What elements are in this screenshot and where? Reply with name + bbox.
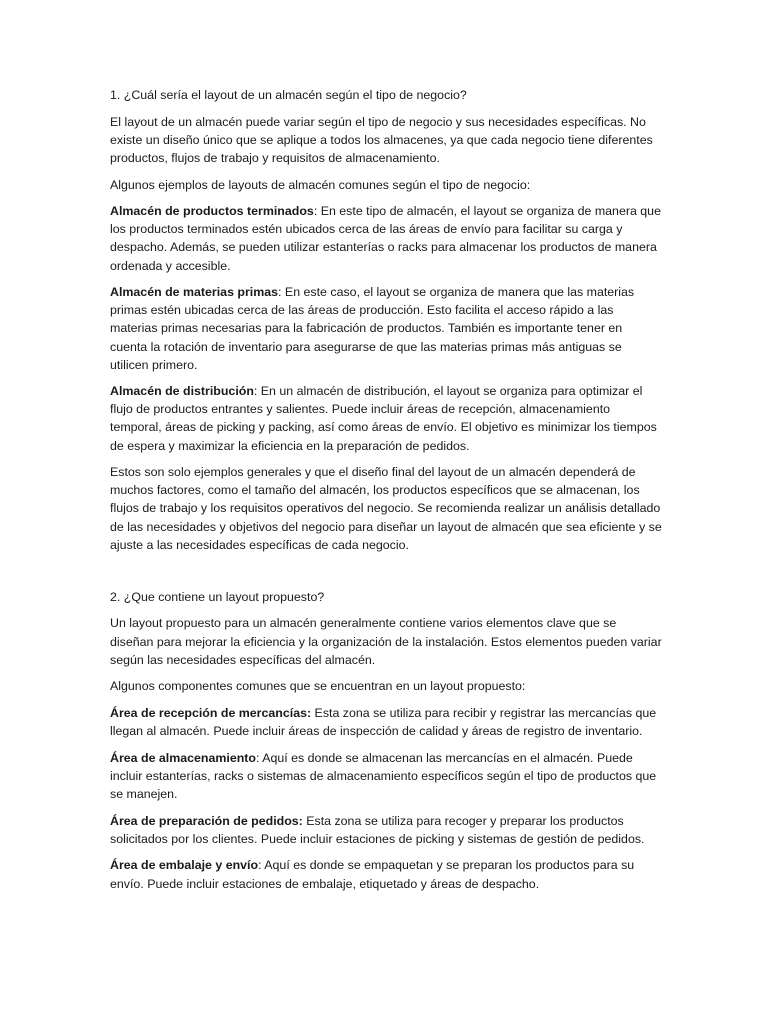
example-finished-products xyxy=(110,202,662,274)
question-1-conclusion: Estos son solo ejemplos generales y que el diseño final del layout de un almacén dependerá de muchos factores, como el tamaño del almacén, los productos específicos que se almacenan, los flujos de trabajo y los requisitos operativos del negocio. Se recomienda realizar un análisis detallado de las necesidades y objetivos del negocio para diseñar un layout de almacén que sea eficiente y se ajuste a las necesidades específicas de cada negocio. xyxy=(110,465,662,552)
question-1-intro: El layout de un almacén puede variar según el tipo de negocio y sus necesidades específicas. No existe un diseño único que se aplique a todos los almacenes, ya que cada negocio tiene diferentes productos, flujos de trabajo y requisitos de almacenamiento. xyxy=(110,114,653,165)
component-reception xyxy=(110,704,662,740)
term-reception: Área de recepción de mercancías: xyxy=(110,705,312,720)
question-1-title: 1. ¿Cuál sería el layout de un almacén según el tipo de negocio? xyxy=(110,88,467,102)
question-2-intro: Un layout propuesto para un almacén generalmente contiene varios elementos clave que se diseñan para mejorar la eficiencia y la organización de la instalación. Estos elementos pueden variar según las necesidades específicas del almacén. xyxy=(110,616,662,667)
component-storage xyxy=(110,749,662,803)
term-order-preparation: Área de preparación de pedidos: xyxy=(110,813,303,828)
question-2-title: 2. ¿Que contiene un layout propuesto? xyxy=(110,589,325,604)
desc-raw-materials: : En este caso, el layout se organiza de manera que las materias primas estén ubicadas cerca de las áreas de producción. Esto facilita el acceso rápido a las materias primas necesarias para la fabricación de productos. También es importante tener en cuenta la rotación de inventario para asegurarse de que las materias primas más antiguas se utilicen primero. xyxy=(110,285,635,372)
question-1-examples-intro: Algunos ejemplos de layouts de almacén comunes según el tipo de negocio: xyxy=(110,177,531,192)
example-distribution xyxy=(110,382,662,454)
desc-finished-products: : En este tipo de almacén, el layout se organiza de manera que los productos terminados estén ubicados cerca de las áreas de envío para facilitar su carga y despacho. Además, se pueden utilizar estanterías o racks para almacenar los productos de manera ordenada y accesible. xyxy=(110,204,661,273)
desc-storage: : Aquí es donde se almacenan las mercancías en el almacén. Puede incluir estanterías, racks o sistemas de almacenamiento específicos según el tipo de productos que se manejen. xyxy=(110,750,657,801)
term-raw-materials: Almacén de materias primas xyxy=(110,285,279,300)
desc-order-preparation: Esta zona se utiliza para recoger y preparar los productos solicitados por los clientes. Puede incluir estaciones de picking y sistemas de gestión de pedidos. xyxy=(110,813,645,846)
document-body xyxy=(110,86,662,901)
component-packing-shipping xyxy=(110,856,662,892)
desc-distribution: : En un almacén de distribución, el layout se organiza para optimizar el flujo de productos entrantes y salientes. Puede incluir áreas de recepción, almacenamiento temporal, áreas de picking y packing, así como áreas de envío. El objetivo es minimizar los tiempos de espera y maximizar la eficiencia en la preparación de pedidos. xyxy=(110,384,657,453)
term-packing-shipping: Área de embalaje y envío xyxy=(110,858,259,873)
desc-reception: Esta zona se utiliza para recibir y registrar las mercancías que llegan al almacén. Puede incluir áreas de inspección de calidad y áreas de registro de inventario. xyxy=(110,705,657,739)
term-distribution: Almacén de distribución xyxy=(110,384,254,399)
example-raw-materials xyxy=(110,283,662,373)
term-storage: Área de almacenamiento xyxy=(110,750,256,765)
question-2-components-intro: Algunos componentes comunes que se encuentran en un layout propuesto: xyxy=(110,679,526,694)
desc-packing-shipping: : Aquí es donde se empaquetan y se preparan los productos para su envío. Puede incluir estaciones de embalaje, etiquetado y áreas de despacho. xyxy=(110,858,635,891)
component-order-preparation xyxy=(110,812,662,848)
term-finished-products: Almacén de productos terminados xyxy=(110,204,314,219)
